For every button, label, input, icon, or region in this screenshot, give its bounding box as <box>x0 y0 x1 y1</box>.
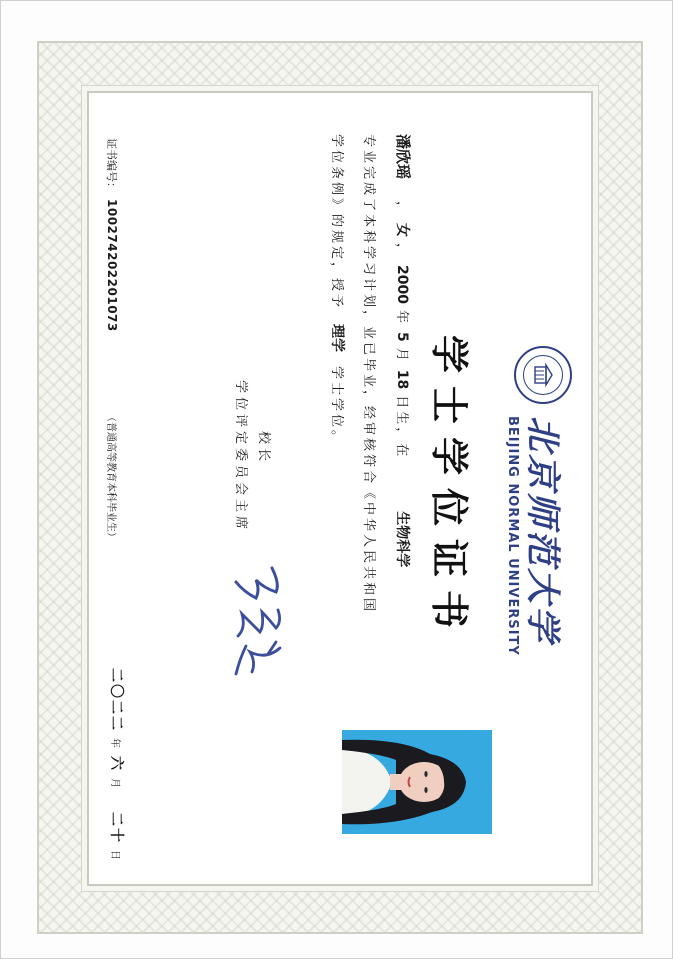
body-line-2: 专业完成了本科学习计划，业已毕业，经审核符合《中华人民共和国 <box>361 134 376 615</box>
gender: 女 <box>394 223 410 238</box>
birth-day: 18 <box>394 369 410 390</box>
certificate-number-label: 证书编号： <box>105 138 118 193</box>
university-name-cn: 北京师范大学 <box>522 416 563 645</box>
birth-month: 5 <box>394 332 410 342</box>
issue-month-unit: 月 <box>109 778 120 790</box>
handwritten-signature <box>224 562 286 682</box>
student-portrait-photo <box>342 730 492 834</box>
issue-date <box>107 668 127 868</box>
education-type: （普通高等教育本科毕业生） <box>105 412 116 542</box>
graduate-name: 潘欣瑶 <box>394 134 412 180</box>
signatory-title: 校长 <box>256 431 271 466</box>
committee-chair-title: 学位评定委员会主席 <box>233 380 248 534</box>
line3-suffix: 学士学位。 <box>329 366 344 447</box>
body-line-3 <box>328 134 348 446</box>
university-emblem-icon <box>514 346 572 404</box>
year-char: 年 <box>394 310 409 327</box>
line3-prefix: 学位条例》的规定，授予 <box>329 134 344 311</box>
issue-day-unit: 日 <box>109 850 120 862</box>
body-line-1 <box>393 134 414 573</box>
issue-day: 二十 <box>108 812 124 844</box>
issue-year: 二〇二二 <box>108 668 124 732</box>
major: 生物科学 <box>394 511 410 568</box>
comma-2: ， <box>394 243 409 260</box>
comma-1: ， <box>394 201 409 218</box>
certificate-content <box>100 100 578 864</box>
building-icon <box>530 362 556 388</box>
month-char: 月 <box>394 347 409 364</box>
born-at-text: 日生，在 <box>394 395 409 460</box>
issue-month: 六 <box>108 756 124 772</box>
certificate-number-value: 100274202201073 <box>105 199 119 332</box>
certificate-number <box>104 138 120 332</box>
university-name-en: BEIJING NORMAL UNIVERSITY <box>505 416 520 656</box>
certificate-title: 学士学位证书 <box>427 335 471 642</box>
issue-year-unit: 年 <box>109 738 120 750</box>
degree-field: 理学 <box>329 324 345 353</box>
birth-year: 2000 <box>394 265 410 305</box>
